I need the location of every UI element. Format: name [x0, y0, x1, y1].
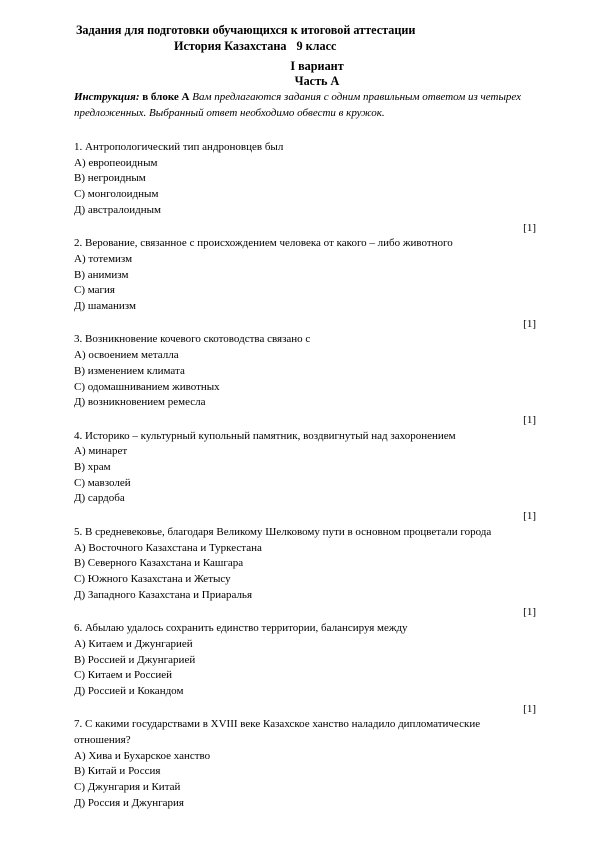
- answer-option-c: С) монголоидным: [74, 188, 159, 201]
- answer-option-b: В) Россией и Джунгарией: [74, 653, 196, 666]
- answer-option-c: С) магия: [74, 284, 115, 297]
- answer-option-a: А) европеоидным: [74, 156, 158, 169]
- subject-name: История Казахстана: [174, 39, 287, 53]
- questions-list: [74, 140, 536, 812]
- document-title: Задания для подготовки обучающихся к итоговой аттестации: [76, 23, 416, 37]
- instruction-lead: Инструкция:: [74, 91, 140, 103]
- question-score: [1]: [523, 702, 536, 715]
- question-text: 2. Верование, связанное с происхождением человека от какого – либо животного: [74, 237, 453, 250]
- answer-option-d: Д) Россией и Кокандом: [74, 684, 184, 697]
- question-text: 7. С какими государствами в XVIII веке Казахское ханство наладило дипломатические отношения?: [74, 718, 481, 747]
- question-6: [74, 621, 536, 717]
- answer-option-a: А) Восточного Казахстана и Туркестана: [74, 541, 262, 554]
- answer-option-d: Д) Западного Казахстана и Приаралья: [74, 588, 253, 601]
- question-text: 1. Антропологический тип андроновцев был: [74, 141, 284, 153]
- question-score: [1]: [523, 221, 536, 234]
- question-3: [74, 332, 536, 428]
- instruction-block: в блоке А: [139, 91, 190, 103]
- grade-label: 9 класс: [296, 39, 337, 53]
- answer-option-b: В) Китай и Россия: [74, 765, 161, 778]
- variant-label: I вариант: [290, 59, 344, 73]
- answer-option-a: А) минарет: [74, 445, 128, 458]
- answer-option-d: Д) австралоидным: [74, 203, 161, 216]
- answer-option-d: Д) сардоба: [74, 492, 125, 505]
- answer-option-c: С) Джунгария и Китай: [74, 781, 181, 794]
- answer-option-d: Д) возникновением ремесла: [74, 396, 206, 409]
- question-5: [74, 525, 536, 621]
- question-text: 3. Возникновение кочевого скотоводства связано с: [74, 333, 311, 346]
- answer-option-b: В) Северного Казахстана и Кашгара: [74, 557, 244, 570]
- answer-option-b: В) анимизм: [74, 268, 129, 281]
- question-1: [74, 140, 536, 236]
- question-text: 6. Абылаю удалось сохранить единство территории, балансируя между: [74, 622, 408, 635]
- answer-option-c: С) мавзолей: [74, 476, 131, 489]
- answer-option-c: С) Китаем и Россией: [74, 669, 173, 682]
- answer-option-a: А) Хива и Бухарское ханство: [74, 749, 211, 762]
- question-text: 4. Историко – культурный купольный памятник, воздвигнутый над захоронением: [74, 429, 456, 442]
- question-4: [74, 429, 536, 525]
- answer-option-d: Д) шаманизм: [74, 300, 136, 313]
- answer-option-a: А) Китаем и Джунгарией: [74, 637, 193, 650]
- answer-option-a: А) освоением металла: [74, 349, 179, 362]
- answer-option-d: Д) Россия и Джунгария: [74, 796, 184, 809]
- question-score: [1]: [523, 413, 536, 426]
- question-score: [1]: [523, 317, 536, 330]
- answer-option-b: В) изменением климата: [74, 364, 185, 377]
- question-score: [1]: [523, 606, 536, 619]
- answer-option-a: А) тотемизм: [74, 252, 133, 265]
- instruction-text: Вам предлагаются задания с одним правильным ответом из четырех предложенных. Выбранный ответ необходимо обвести в кружок.: [74, 91, 522, 119]
- answer-option-c: С) Южного Казахстана и Жетысу: [74, 572, 231, 585]
- answer-option-c: С) одомашниванием животных: [74, 380, 220, 393]
- document-subtitle: [74, 38, 536, 54]
- question-2: [74, 236, 536, 332]
- question-text: 5. В средневековье, благодаря Великому Шелковому пути в основном процветали города: [74, 525, 492, 538]
- instruction-paragraph: [74, 89, 536, 121]
- question-score: [1]: [523, 510, 536, 523]
- question-7: [74, 717, 536, 811]
- answer-option-b: В) храм: [74, 461, 111, 474]
- answer-option-b: В) негроидным: [74, 172, 146, 185]
- part-label: Часть А: [294, 74, 340, 88]
